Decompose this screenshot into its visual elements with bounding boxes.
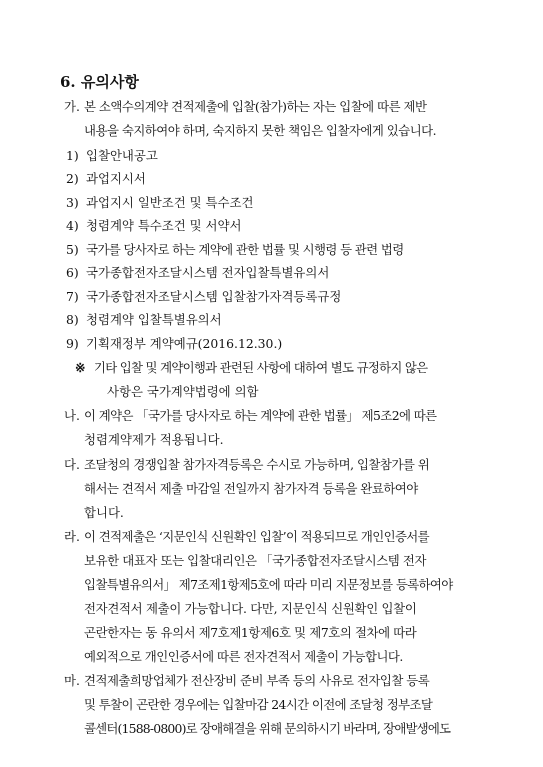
note-line-1: 기타 입찰 및 계약이행과 관련된 사항에 대하여 별도 규정하지 않은 bbox=[94, 360, 428, 375]
list-item-text: 과업지시서 bbox=[86, 171, 146, 186]
list-item-number: 1) bbox=[66, 148, 79, 163]
list-item-text: 입찰안내공고 bbox=[86, 148, 158, 163]
clause-da-line-1: 조달청의 경쟁입찰 참가자격등록은 수시로 가능하며, 입찰참가를 위 bbox=[84, 457, 430, 472]
list-item-number: 6) bbox=[66, 265, 79, 280]
clause-ra-line-3: 입찰특별유의서」 제7조제1항제5호에 따라 미리 지문정보를 등록하여야 bbox=[84, 577, 453, 592]
list-item-text: 청렴계약 입찰특별유의서 bbox=[86, 312, 222, 327]
list-item-number: 4) bbox=[66, 218, 79, 233]
clause-ra-line-4: 전자견적서 제출이 가능합니다. 다만, 지문인식 신원확인 입찰이 bbox=[84, 601, 417, 616]
section-heading: 6. 유의사항 bbox=[60, 73, 139, 91]
clause-da-line-2: 해서는 견적서 제출 마감일 전일까지 참가자격 등록을 완료하여야 bbox=[84, 481, 418, 496]
clause-ra-line-5: 곤란한자는 동 유의서 제7호제1항제6호 및 제7호의 절차에 따라 bbox=[84, 625, 417, 640]
note-reference-mark: ※ bbox=[75, 360, 86, 375]
clause-ra-line-6: 예외적으로 개인인증서에 따른 전자견적서 제출이 가능합니다. bbox=[84, 649, 403, 664]
list-item-number: 8) bbox=[66, 312, 79, 327]
clause-ma-line-2: 및 투찰이 곤란한 경우에는 입찰마감 24시간 이전에 조달청 정부조달 bbox=[84, 697, 433, 712]
clause-da-line-3: 합니다. bbox=[84, 505, 124, 520]
list-item-number: 3) bbox=[66, 195, 79, 210]
list-item-number: 7) bbox=[66, 289, 79, 304]
clause-ga-marker: 가. bbox=[64, 99, 80, 114]
note-line-2: 사항은 국가계약법령에 의함 bbox=[107, 384, 259, 399]
clause-na-line-1: 이 계약은 「국가를 당사자로 하는 계약에 관한 법률」 제5조2에 따른 bbox=[84, 408, 437, 423]
clause-ra-marker: 라. bbox=[64, 529, 80, 544]
clause-ra-line-2: 보유한 대표자 또는 입찰대리인은 「국가종합전자조달시스템 전자 bbox=[84, 553, 427, 568]
clause-ma-line-1: 견적제출희망업체가 전산장비 준비 부족 등의 사유로 전자입찰 등록 bbox=[84, 673, 430, 688]
clause-ma-marker: 마. bbox=[64, 673, 80, 688]
clause-ga-line-1: 본 소액수의계약 견적제출에 입찰(참가)하는 자는 입찰에 따른 제반 bbox=[84, 99, 427, 114]
clause-ga-line-2: 내용을 숙지하여야 하며, 숙지하지 못한 책임은 입찰자에게 있습니다. bbox=[84, 123, 437, 138]
clause-na-line-2: 청렴계약제가 적용됩니다. bbox=[84, 432, 224, 447]
list-item-text: 청렴계약 특수조건 및 서약서 bbox=[86, 218, 242, 233]
list-item-text: 기획재정부 계약예규(2016.12.30.) bbox=[86, 336, 283, 351]
list-item-number: 9) bbox=[66, 336, 79, 351]
clause-ma-line-3: 콜센터(1588-0800)로 장애해결을 위해 문의하시기 바라며, 장애발생에도 bbox=[84, 721, 451, 736]
list-item-number: 2) bbox=[66, 171, 79, 186]
list-item-text: 과업지시 일반조건 및 특수조건 bbox=[86, 195, 254, 210]
list-item-number: 5) bbox=[66, 242, 79, 257]
list-item-text: 국가종합전자조달시스템 전자입찰특별유의서 bbox=[86, 265, 330, 280]
clause-na-marker: 나. bbox=[64, 408, 80, 423]
list-item-text: 국가종합전자조달시스템 입찰참가자격등록규정 bbox=[86, 289, 342, 304]
clause-ra-line-1: 이 견적제출은 ‘지문인식 신원확인 입찰’이 적용되므로 개인인증서를 bbox=[84, 529, 430, 544]
clause-da-marker: 다. bbox=[64, 457, 80, 472]
list-item-text: 국가를 당사자로 하는 계약에 관한 법률 및 시행령 등 관련 법령 bbox=[86, 242, 404, 257]
